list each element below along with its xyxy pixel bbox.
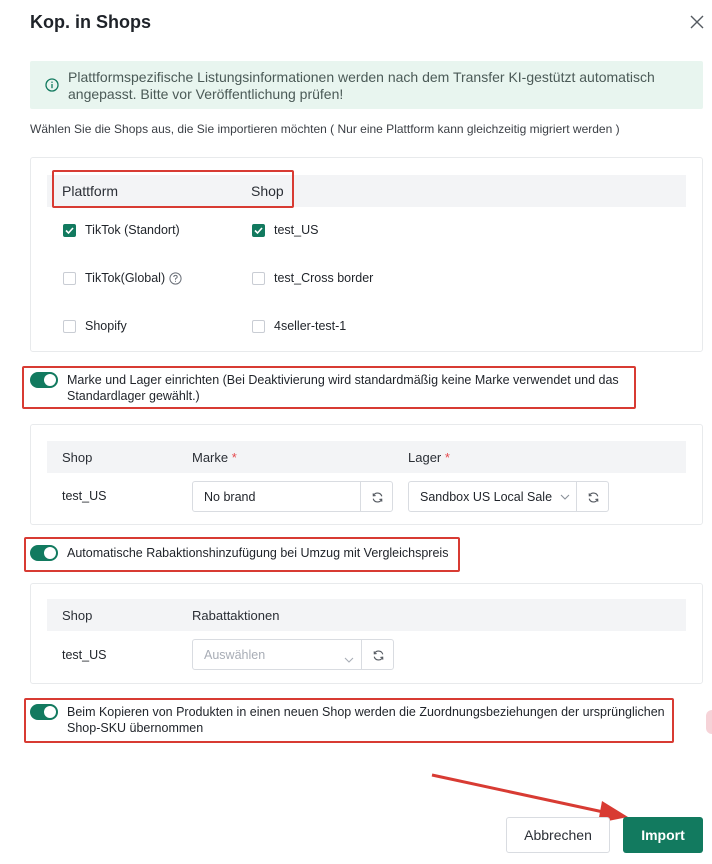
side-widget bbox=[706, 710, 712, 734]
platform-label-tiktok-global[interactable]: TikTok(Global) bbox=[85, 271, 166, 285]
brand-value: No brand bbox=[204, 490, 256, 504]
checkbox-shop-4seller-test-1[interactable] bbox=[252, 320, 265, 333]
checkbox-shopify[interactable] bbox=[63, 320, 76, 333]
toggle-brand-warehouse-label: Marke und Lager einrichten (Bei Deaktivierung wird standardmäßig keine Marke verwendet und das Standardlager gewählt.) bbox=[67, 373, 619, 403]
info-banner bbox=[30, 61, 703, 109]
checkbox-shop-test-cross-border[interactable] bbox=[252, 272, 265, 285]
header-platform: Plattform bbox=[62, 183, 119, 199]
instruction-text: Wählen Sie die Shops aus, die Sie importieren möchten ( Nur eine Plattform kann gleichzeitig migriert werden ) bbox=[30, 122, 620, 136]
discount-col-shop: Shop bbox=[62, 608, 93, 623]
brand-warehouse-header bbox=[47, 441, 686, 473]
row-shop-name: test_US bbox=[62, 489, 107, 503]
info-icon bbox=[45, 78, 59, 92]
import-button[interactable]: Import bbox=[623, 817, 703, 853]
toggle-sku-mapping[interactable] bbox=[30, 704, 58, 720]
shop-label-4seller-test-1[interactable]: 4seller-test-1 bbox=[274, 319, 347, 333]
toggle-brand-warehouse[interactable] bbox=[30, 372, 58, 388]
checkbox-shop-test-us[interactable] bbox=[252, 224, 265, 237]
toggle-discount[interactable] bbox=[30, 545, 58, 561]
refresh-icon bbox=[587, 491, 600, 504]
refresh-icon bbox=[371, 491, 384, 504]
promotion-select[interactable] bbox=[192, 639, 363, 670]
header-shop: Shop bbox=[251, 183, 284, 199]
info-text: Plattformspezifische Listungsinformationen werden nach dem Transfer KI-gestützt automatisch angepasst. Bitte vor Veröffentlichung prüfen! bbox=[68, 69, 655, 102]
shop-label-test-us[interactable]: test_US bbox=[274, 223, 319, 237]
warehouse-value: Sandbox US Local Sale bbox=[420, 490, 553, 504]
promotion-refresh-button[interactable] bbox=[361, 639, 394, 670]
refresh-icon bbox=[372, 649, 385, 662]
toggle-sku-mapping-label: Beim Kopieren von Produkten in einen neuen Shop werden die Zuordnungsbeziehungen der ursprünglichen Shop-SKU übernommen bbox=[67, 705, 665, 735]
brand-refresh-button[interactable] bbox=[360, 481, 393, 512]
chevron-down-icon bbox=[344, 652, 354, 658]
platform-label-shopify[interactable]: Shopify bbox=[85, 319, 127, 333]
dialog-title: Kop. in Shops bbox=[30, 12, 151, 32]
toggle-discount-label: Automatische Rabaktionshinzufügung bei Umzug mit Vergleichspreis bbox=[67, 546, 449, 560]
shop-label-test-cross-border[interactable]: test_Cross border bbox=[274, 271, 374, 285]
discount-col-promotions: Rabattaktionen bbox=[192, 608, 280, 623]
warehouse-refresh-button[interactable] bbox=[576, 481, 609, 512]
platform-shop-header bbox=[47, 175, 686, 207]
platform-label-tiktok-standort[interactable]: TikTok (Standort) bbox=[85, 223, 180, 237]
col-brand: Marke * bbox=[192, 450, 237, 465]
checkbox-tiktok-standort[interactable] bbox=[63, 224, 76, 237]
discount-row-shop-name: test_US bbox=[62, 648, 107, 662]
discount-header bbox=[47, 599, 686, 631]
warehouse-select[interactable] bbox=[408, 481, 577, 512]
promotion-placeholder: Auswählen bbox=[204, 648, 266, 662]
question-circle-icon[interactable] bbox=[169, 272, 182, 285]
col-shop: Shop bbox=[62, 450, 93, 465]
cancel-button[interactable]: Abbrechen bbox=[506, 817, 610, 853]
col-warehouse: Lager * bbox=[408, 450, 450, 465]
chevron-down-icon bbox=[554, 482, 576, 511]
close-icon[interactable] bbox=[689, 14, 705, 30]
checkbox-tiktok-global[interactable] bbox=[63, 272, 76, 285]
brand-select[interactable] bbox=[192, 481, 362, 512]
